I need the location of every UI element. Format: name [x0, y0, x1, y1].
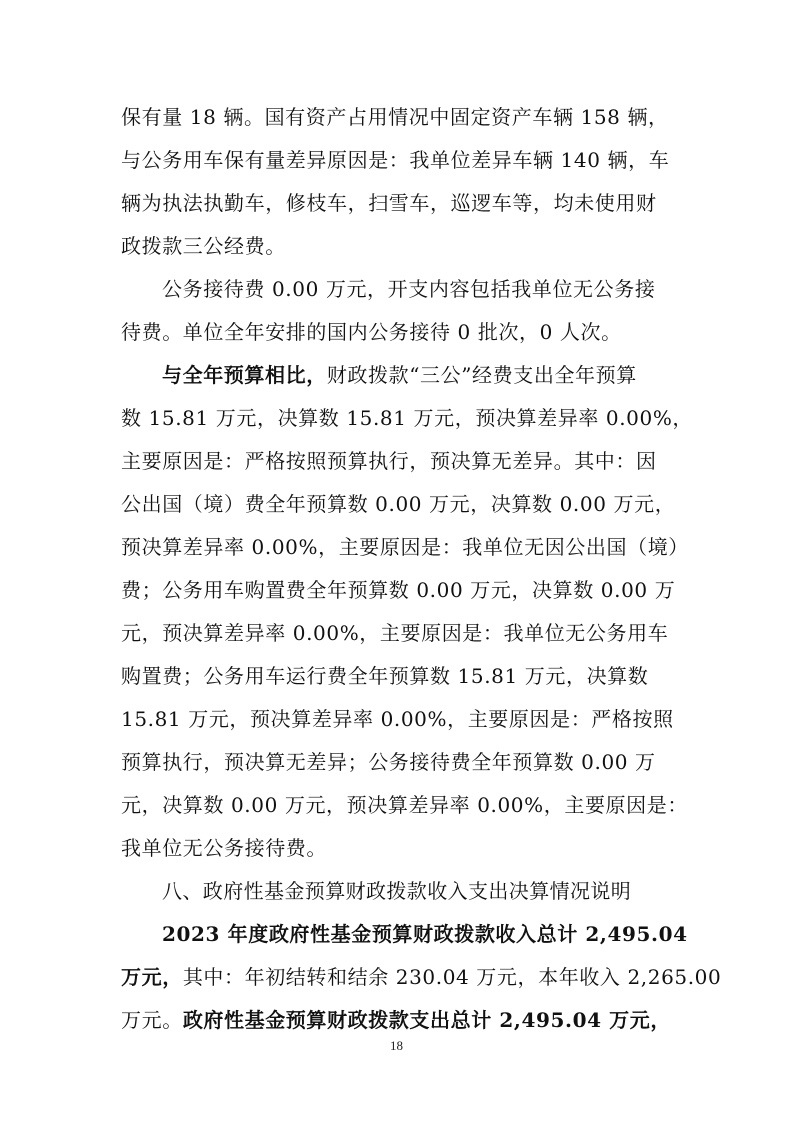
text-line	[121, 1006, 673, 1034]
text-line: 政拨款三公经费。	[121, 234, 286, 258]
text-line: 公务接待费 0.00 万元，开支内容包括我单位无公务接	[162, 277, 656, 301]
text-line	[121, 963, 722, 991]
text-line: 公出国（境）费全年预算数 0.00 万元，决算数 0.00 万元，	[121, 492, 676, 516]
text-line	[162, 361, 673, 389]
text-line: 元，决算数 0.00 万元，预决算差异率 0.00%，主要原因是：	[121, 793, 688, 817]
bold-lead-text: 与全年预算相比，	[162, 363, 327, 387]
page-number: 18	[390, 1038, 403, 1053]
text-run: 财政拨款“三公”经费支出全年预算	[326, 363, 637, 387]
section-heading: 八、政府性基金预算财政拨款收入支出决算情况说明	[162, 879, 632, 903]
text-line: 费；公务用车购置费全年预算数 0.00 万元，决算数 0.00 万	[121, 578, 676, 602]
text-line: 2023 年度政府性基金预算财政拨款收入总计 2,495.04	[162, 922, 688, 946]
text-line: 购置费；公务用车运行费全年预算数 15.81 万元，决算数	[121, 664, 649, 688]
text-line: 15.81 万元，预决算差异率 0.00%，主要原因是：严格按照	[121, 707, 674, 731]
text-line: 元，预决算差异率 0.00%，主要原因是：我单位无公务用车	[121, 621, 669, 645]
text-line: 保有量 18 辆。国有资产占用情况中固定资产车辆 158 辆，	[121, 105, 669, 129]
text-line: 与公务用车保有量差异原因是：我单位差异车辆 140 辆，车	[121, 148, 670, 172]
text-line: 主要原因是：严格按照预算执行，预决算无差异。其中：因	[121, 449, 657, 473]
text-line: 数 15.81 万元，决算数 15.81 万元，预决算差异率 0.00%，	[121, 406, 694, 430]
text-run: 万元。	[121, 1008, 183, 1032]
text-line: 辆为执法执勤车，修枝车，扫雪车，巡逻车等，均未使用财	[121, 191, 657, 215]
bold-text: 万元，	[121, 965, 183, 989]
bold-text: 政府性基金预算财政拨款支出总计 2,495.04 万元，	[182, 1008, 671, 1032]
text-run: 其中：年初结转和结余 230.04 万元，本年收入 2,265.00	[182, 965, 722, 989]
text-line: 我单位无公务接待费。	[121, 836, 327, 860]
text-line: 预算执行，预决算无差异；公务接待费全年预算数 0.00 万	[121, 750, 656, 774]
text-line: 待费。单位全年安排的国内公务接待 0 批次，0 人次。	[121, 320, 622, 344]
text-line: 预决算差异率 0.00%，主要原因是：我单位无因公出国（境）	[121, 535, 689, 559]
